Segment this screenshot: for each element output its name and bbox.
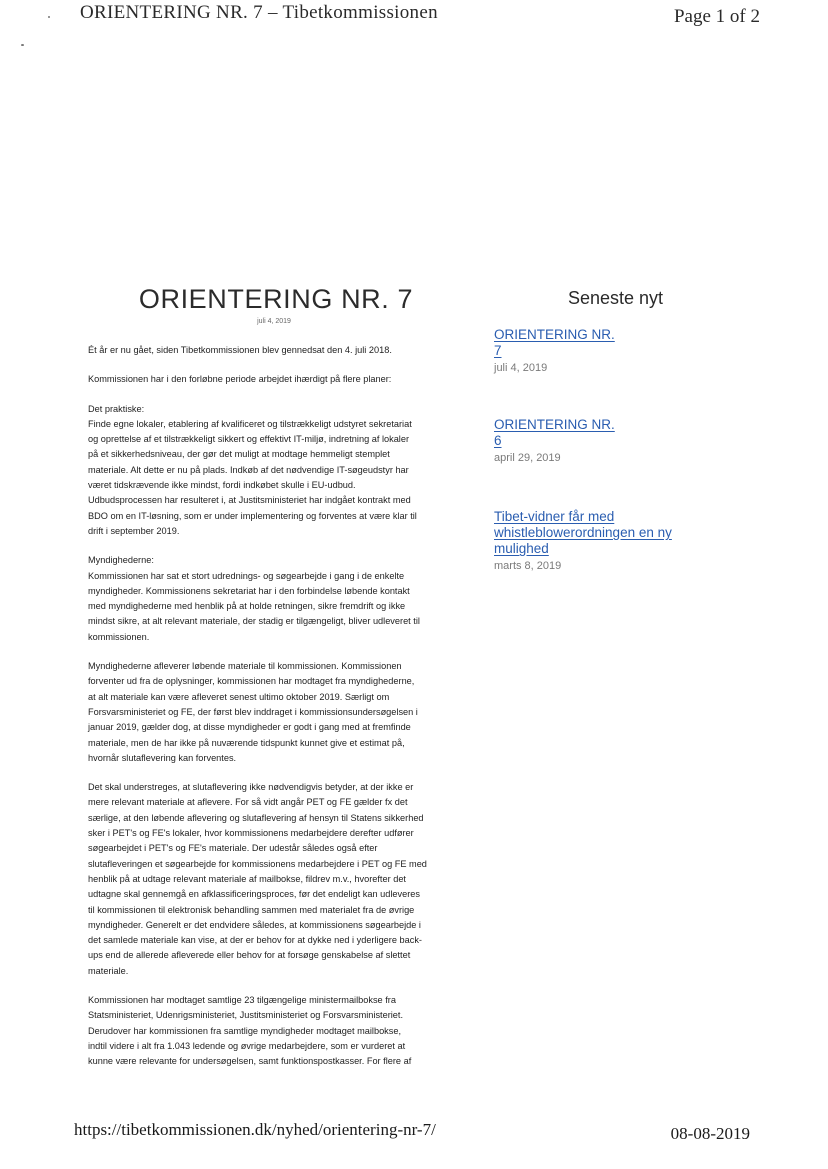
paragraph-line: Det skal understreges, at slutaflevering ikke nødvendigvis betyder, at der ikke er [88,782,414,793]
paragraph-line: kommissionen. [88,631,150,642]
paragraph-line: Myndighederne: [88,555,154,566]
paragraph-line: Ét år er nu gået, siden Tibetkommissionen blev gennedsat den 4. juli 2018. [88,345,392,355]
paragraph-line: BDO om en IT-løsning, som er under implementering og forventes at være klar til [88,510,417,521]
article-title: ORIENTERING NR. 7 [138,284,414,314]
paragraph-line: Kommissionen har sat et stort udrednings- og søgearbejde i gang i de enkelte [88,570,405,581]
sidebar-title: Seneste nyt [568,288,664,308]
sidebar-latest-news [494,288,714,612]
paragraph-line: søgearbejdet i PET's og FE's materiale. Der udestår således også efter [88,843,378,854]
paragraph-line: særlige, at den løbende aflevering og slutaflevering af hensyn til Statens sikkerhed [88,812,424,823]
print-footer-url[interactable]: https://tibetkommissionen.dk/nyhed/orientering-nr-7/ [74,1120,436,1139]
paragraph-line: drift i september 2019. [88,525,180,536]
news-item [494,327,714,374]
article-paragraph [88,372,460,387]
paragraph-line: myndigheder. Kommissionens sekretariat har i den forbindelse løbende kontakt [88,585,410,596]
news-date: april 29, 2019 [494,452,561,464]
paragraph-line: Udbudsprocessen har resulteret i, at Justitsministeriet har indgået kontrakt med [88,495,411,506]
print-header-title: ORIENTERING NR. 7 – Tibetkommissionen [80,2,438,23]
scan-speck [21,44,24,46]
paragraph-line: myndigheder. Generelt er det endvidere således, at kommissionens søgearbejde i [88,919,421,930]
paragraph-line: på et sikkerhedsniveau, der gør det muligt at modtage hemmeligt stemplet [88,449,390,460]
paragraph-line: Kommissionen har modtaget samtlige 23 tilgængelige ministermailbokse fra [88,994,396,1005]
article-paragraph [88,553,460,645]
paragraph-line: til kommissionen til elektronisk behandling sammen med materialet fra de øvrige [88,904,415,915]
paragraph-line: mindst sikre, at alt relevant materiale, der stadig er tilgængeligt, bliver udleveret til [88,616,420,627]
paragraph-line: og oprettelse af et tilstrækkeligt sikkert og effektivt IT-miljø, indretning af lokaler [88,434,410,445]
paragraph-line: Statsministeriet, Udenrigsministeriet, Justitsministeriet og Forsvarsministeriet. [88,1010,404,1021]
news-item [494,417,714,464]
article-paragraph [88,343,460,358]
article-body [88,343,460,1069]
paragraph-line: Derudover har kommissionen fra samtlige myndigheder modtaget mailbokse, [88,1025,402,1036]
news-date: marts 8, 2019 [494,560,562,572]
print-header-page-number: Page 1 of 2 [673,6,760,27]
paragraph-line: Finde egne lokaler, etablering af kvalificeret og tilstrækkeligt udstyret sekretariat [88,418,412,429]
paragraph-line: hvornår slutaflevering kan forventes. [88,752,237,763]
news-link-tibet-vidner[interactable]: Tibet-vidner får med whistleblowerordningen en ny mulighed [494,509,672,556]
paragraph-line: kunne være relevante for undersøgelsen, samt funktionspostkasser. For flere af [88,1056,412,1067]
article-paragraph [88,402,460,540]
paragraph-line: slutafleveringen et søgearbejde for kommissionens medarbejdere i PET og FE med [88,858,427,869]
paragraph-line: januar 2019, gælder dog, at disse myndigheder er godt i gang med at fremfinde [88,722,411,733]
paragraph-line: det samlede materiale kan vise, at der er behov for at dykke ned i yderligere back- [88,935,422,946]
paragraph-line: henblik på at udtage relevant materiale af mailbokse, fildrev m.v., hvorefter det [88,873,406,884]
paragraph-line: forventer ud fra de oplysninger, kommissionen har modtaget fra myndighederne, [88,676,415,687]
paragraph-line: mere relevant materiale at aflevere. For så vidt angår PET og FE gælder fx det [88,797,408,808]
news-date: juli 4, 2019 [494,362,548,374]
article [88,284,460,1083]
paragraph-line: ups end de allerede afleverede eller behov for at forsøge genskabelse af slettet [88,950,411,961]
paragraph-line: materiale. Alt dette er nu på plads. Indkøb af det nødvendige IT-søgeudstyr har [88,464,409,475]
paragraph-line: materiale, men de har ikke på nuværende tidspunkt kunnet give et estimat på, [88,737,405,748]
paragraph-line: været tidskrævende ikke mindst, fordi indkøbet skulle i EU-udbud. [88,480,356,491]
paragraph-line: Forsvarsministeriet og FE, der først blev inddraget i kommissionsundersøgelsen i [88,706,418,717]
paragraph-line: materiale. [88,965,129,976]
paragraph-line: Kommissionen har i den forløbne periode arbejdet ihærdigt på flere planer: [88,374,392,385]
news-link-orientering-6[interactable]: ORIENTERING NR. 6 [494,417,615,448]
paragraph-line: Myndighederne afleverer løbende materiale til kommissionen. Kommissionen [88,661,402,672]
scan-speck [48,16,50,18]
article-paragraph [88,780,460,979]
paragraph-line: udtagne skal gennemgå en afklassificeringsproces, før det endeligt kan udleveres [88,889,420,900]
article-date: juli 4, 2019 [257,318,291,325]
paragraph-line: at alt materiale kan være afleveret senest ultimo oktober 2019. Særligt om [88,691,390,702]
article-paragraph [88,659,460,766]
paragraph-line: Det praktiske: [88,403,145,414]
paragraph-line: med myndighederne med henblik på at holde retningen, sikre fremdrift og ikke [88,601,406,612]
print-footer-date: 08-08-2019 [670,1124,750,1143]
paragraph-line: sker i PET's og FE's lokaler, hvor kommissionens medarbejdere derefter udfører [88,828,414,839]
paragraph-line: indtil videre i alt fra 1.043 ledende og øvrige medarbejdere, som er vurderet at [88,1040,406,1051]
news-link-orientering-7[interactable]: ORIENTERING NR. 7 [494,327,615,358]
news-item [494,509,714,572]
article-paragraph [88,993,460,1069]
